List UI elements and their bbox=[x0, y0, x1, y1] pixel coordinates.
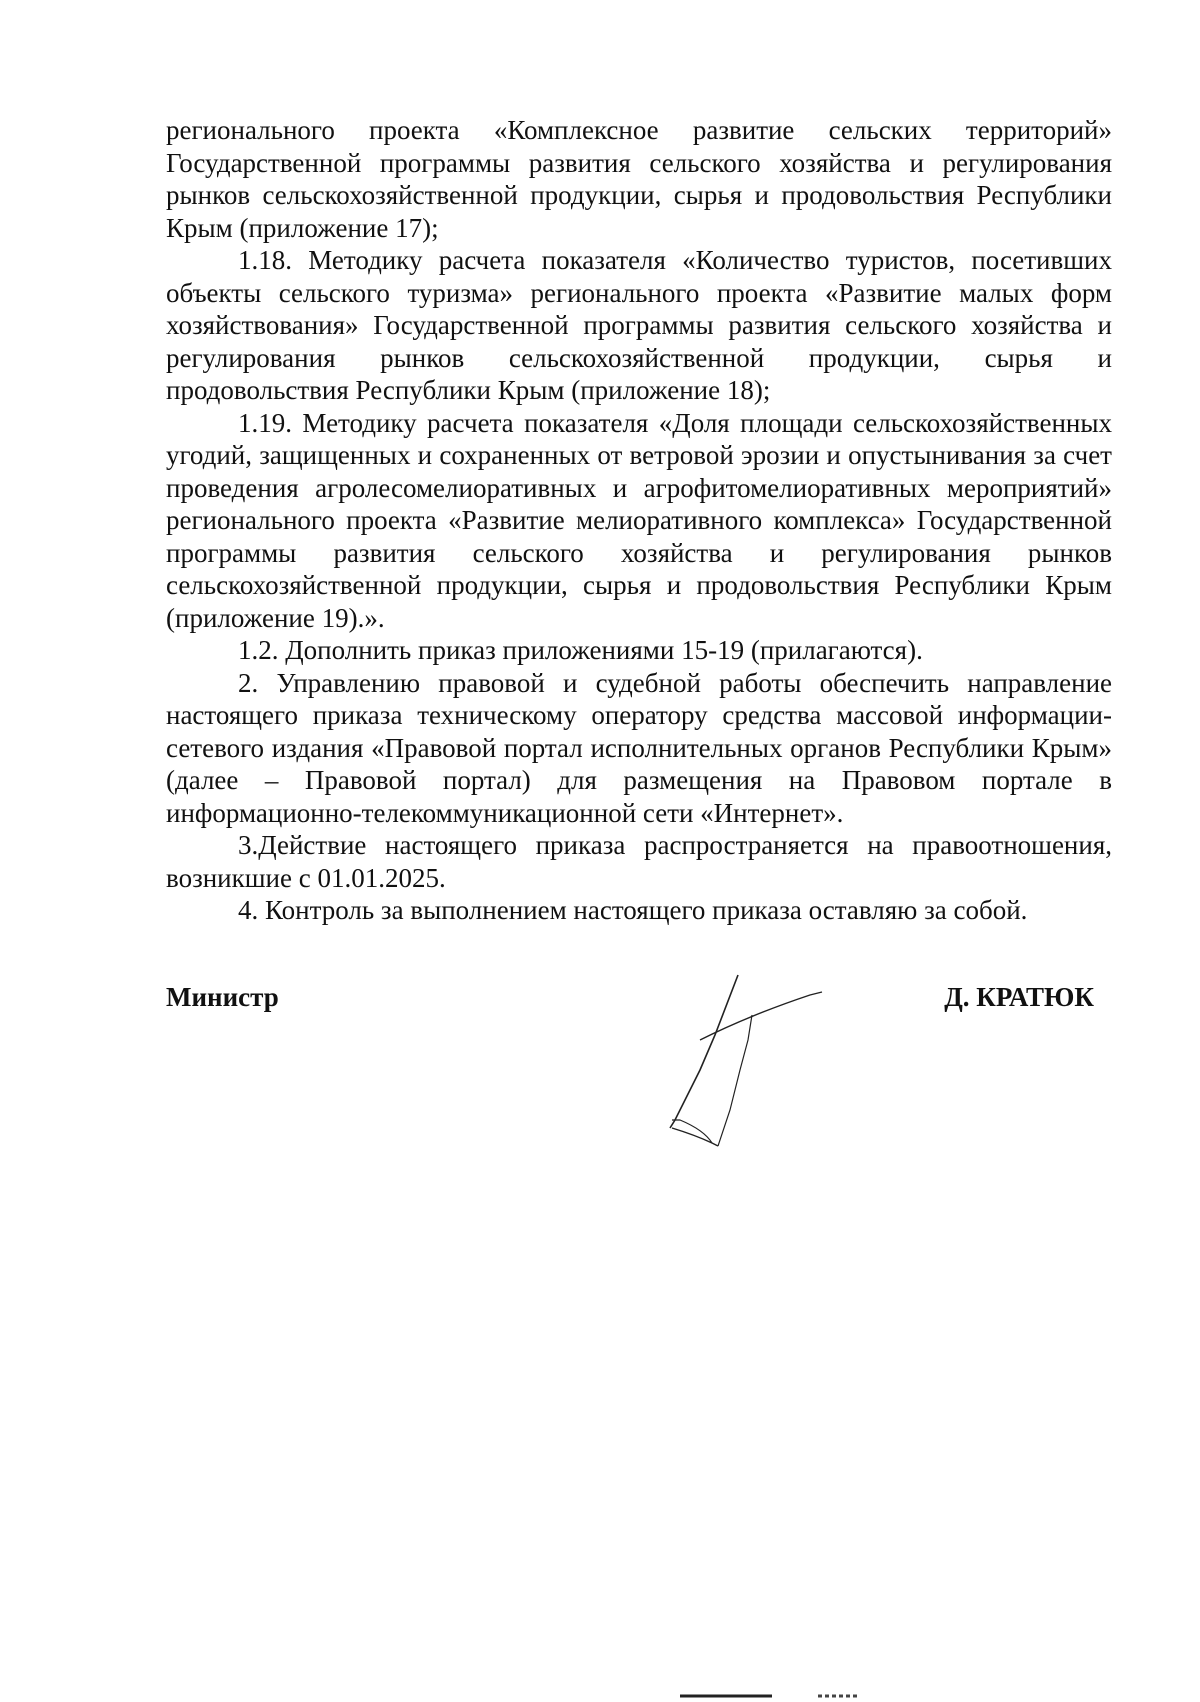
paragraph-item-1-19: 1.19. Методику расчета показателя «Доля площади сельскохозяйственных угодий, защищенных и сохраненных от ветровой эрозии и опустынивания за счет проведения агролесомелиоративных и агрофитомелиоративных мероприятий» регионального проекта «Развитие мелиоративного комплекса» Государственной программы развития сельского хозяйства и регулирования рынков сельскохозяйственной продукции, сырья и продовольствия Республики Крым (приложение 19).». bbox=[166, 407, 1112, 633]
paragraph-item-1-2: 1.2. Дополнить приказ приложениями 15-19 (прилагаются). bbox=[238, 635, 923, 665]
paragraph-continuation: регионального проекта «Комплексное развитие сельских территорий» Государственной программы развития сельского хозяйства и регулирования рынков сельскохозяйственной продукции, сырья и продовольствия Республики Крым (приложение 17); bbox=[166, 115, 1112, 243]
signatory-name: Д. КРАТЮК bbox=[944, 982, 1094, 1012]
document-body bbox=[166, 114, 1112, 927]
handwritten-signature bbox=[600, 960, 840, 1150]
paragraph-item-2: 2. Управлению правовой и судебной работы обеспечить направление настоящего приказа техническому оператору средства массовой информации-сетевого издания «Правовой портал исполнительных органов Республики Крым» (далее – Правовой портал) для размещения на Правовом портале в информационно-телекоммуникационной сети «Интернет». bbox=[166, 667, 1112, 828]
scan-marks bbox=[680, 1692, 920, 1702]
signatory-title: Министр bbox=[166, 982, 279, 1012]
paragraph-item-3: 3.Действие настоящего приказа распространяется на правоотношения, возникшие с 01.01.2025. bbox=[166, 830, 1112, 893]
paragraph-item-1-18: 1.18. Методику расчета показателя «Количество туристов, посетивших объекты сельского туризма» регионального проекта «Развитие малых форм хозяйствования» Государственной программы развития сельского хозяйства и регулирования рынков сельскохозяйственной продукции, сырья и продовольствия Республики Крым (приложение 18); bbox=[166, 245, 1112, 405]
paragraph-item-4: 4. Контроль за выполнением настоящего приказа оставляю за собой. bbox=[238, 895, 1028, 925]
